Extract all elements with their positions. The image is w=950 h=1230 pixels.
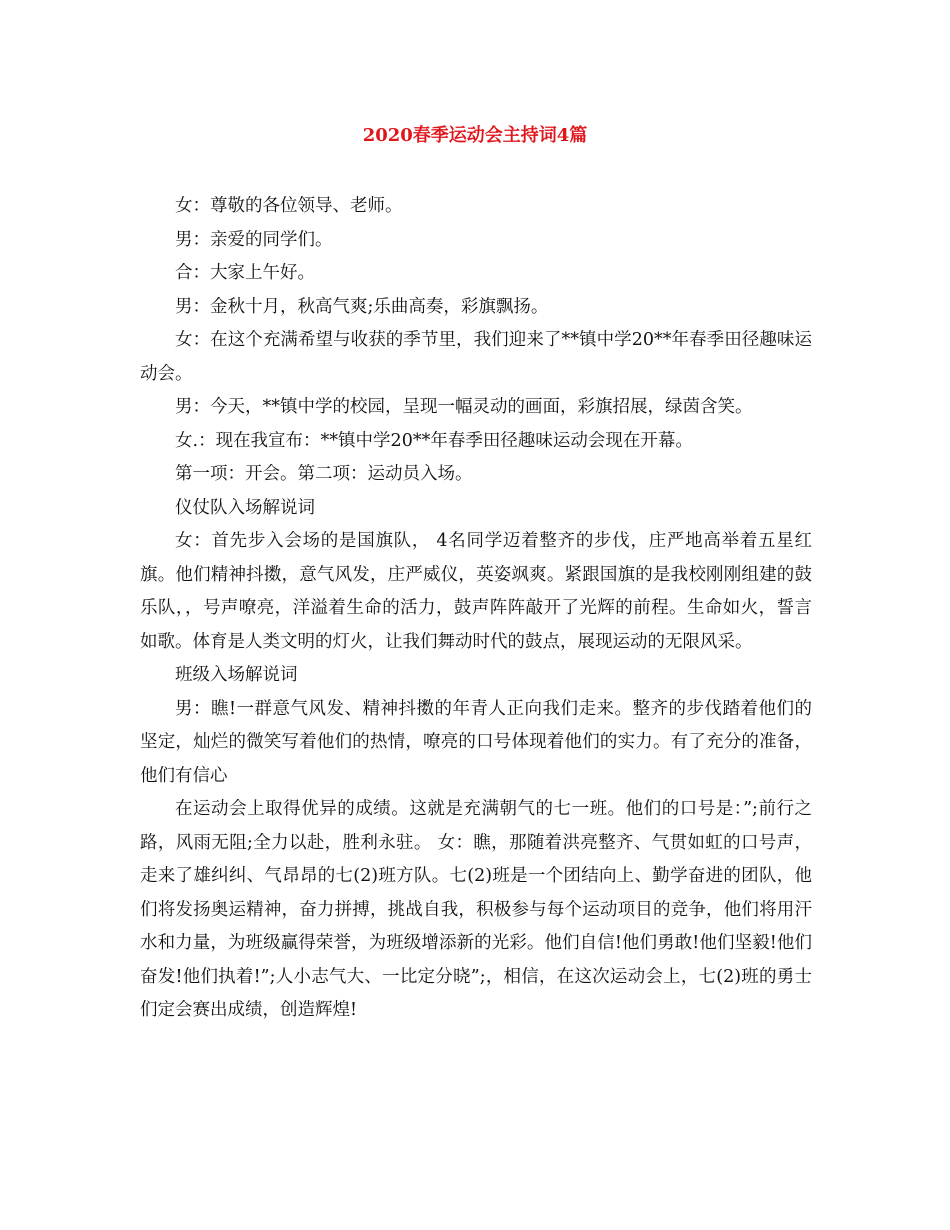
paragraph: 男：今天，**镇中学的校园，呈现一幅灵动的画面，彩旗招展，绿茵含笑。 bbox=[175, 397, 753, 417]
paragraph: 第一项：开会。第二项：运动员入场。 bbox=[175, 464, 473, 484]
document-body bbox=[140, 190, 812, 1028]
paragraph: 男：瞧!一群意气风发、精神抖擞的年青人正向我们走来。整齐的步伐踏着他们的坚定，灿烂的微笑写着他们的热情，嘹亮的口号体现着他们的实力。有了充分的准备，他们有信心 bbox=[140, 698, 812, 786]
paragraph: 女：尊敬的各位领导、老师。 bbox=[175, 196, 403, 216]
paragraph: 女：首先步入会场的是国旗队， 4名同学迈着整齐的步伐，庄严地高举着五星红旗。他们精神抖擞，意气风发，庄严威仪，英姿飒爽。紧跟国旗的是我校刚刚组建的鼓乐队，，号声嘹亮，洋溢着生命的活力，鼓声阵阵敲开了光辉的前程。生命如火，誓言如歌。体育是人类文明的灯火，让我们舞动时代的鼓点，展现运动的无限风采。 bbox=[140, 531, 812, 652]
paragraph: 女：在这个充满希望与收获的季节里，我们迎来了**镇中学20**年春季田径趣味运动会。 bbox=[140, 330, 812, 384]
paragraph: 女.：现在我宣布：**镇中学20**年春季田径趣味运动会现在开幕。 bbox=[175, 430, 693, 451]
paragraph: 男：金秋十月，秋高气爽;乐曲高奏，彩旗飘扬。 bbox=[175, 296, 549, 317]
paragraph: 男：亲爱的同学们。 bbox=[175, 229, 333, 250]
document-title: 2020春季运动会主持词4篇 bbox=[362, 125, 588, 146]
section-heading: 班级入场解说词 bbox=[175, 665, 298, 685]
paragraph: 合：大家上午好。 bbox=[175, 263, 315, 283]
paragraph: 在运动会上取得优异的成绩。这就是充满朝气的七一班。他们的口号是：”;前行之路，风雨无阻;全力以赴，胜利永驻。 女：瞧，那随着洪亮整齐、气贯如虹的口号声，走来了雄纠纠、气昂昂的七(2)班方队。七(2)班是一个团结向上、勤学奋进的团队，他们将发扬奥运精神，奋力拼搏，挑战自我，积极参与每个运动项目的竞争，他们将用汗水和力量，为班级赢得荣誉，为班级增添新的光彩。他们自信!他们勇敢!他们坚毅!他们奋发!他们执着!”;人小志气大、一比定分晓”;，相信，在这次运动会上，七(2)班的勇士们定会赛出成绩，创造辉煌! bbox=[140, 799, 812, 1020]
section-heading: 仪仗队入场解说词 bbox=[175, 497, 315, 518]
